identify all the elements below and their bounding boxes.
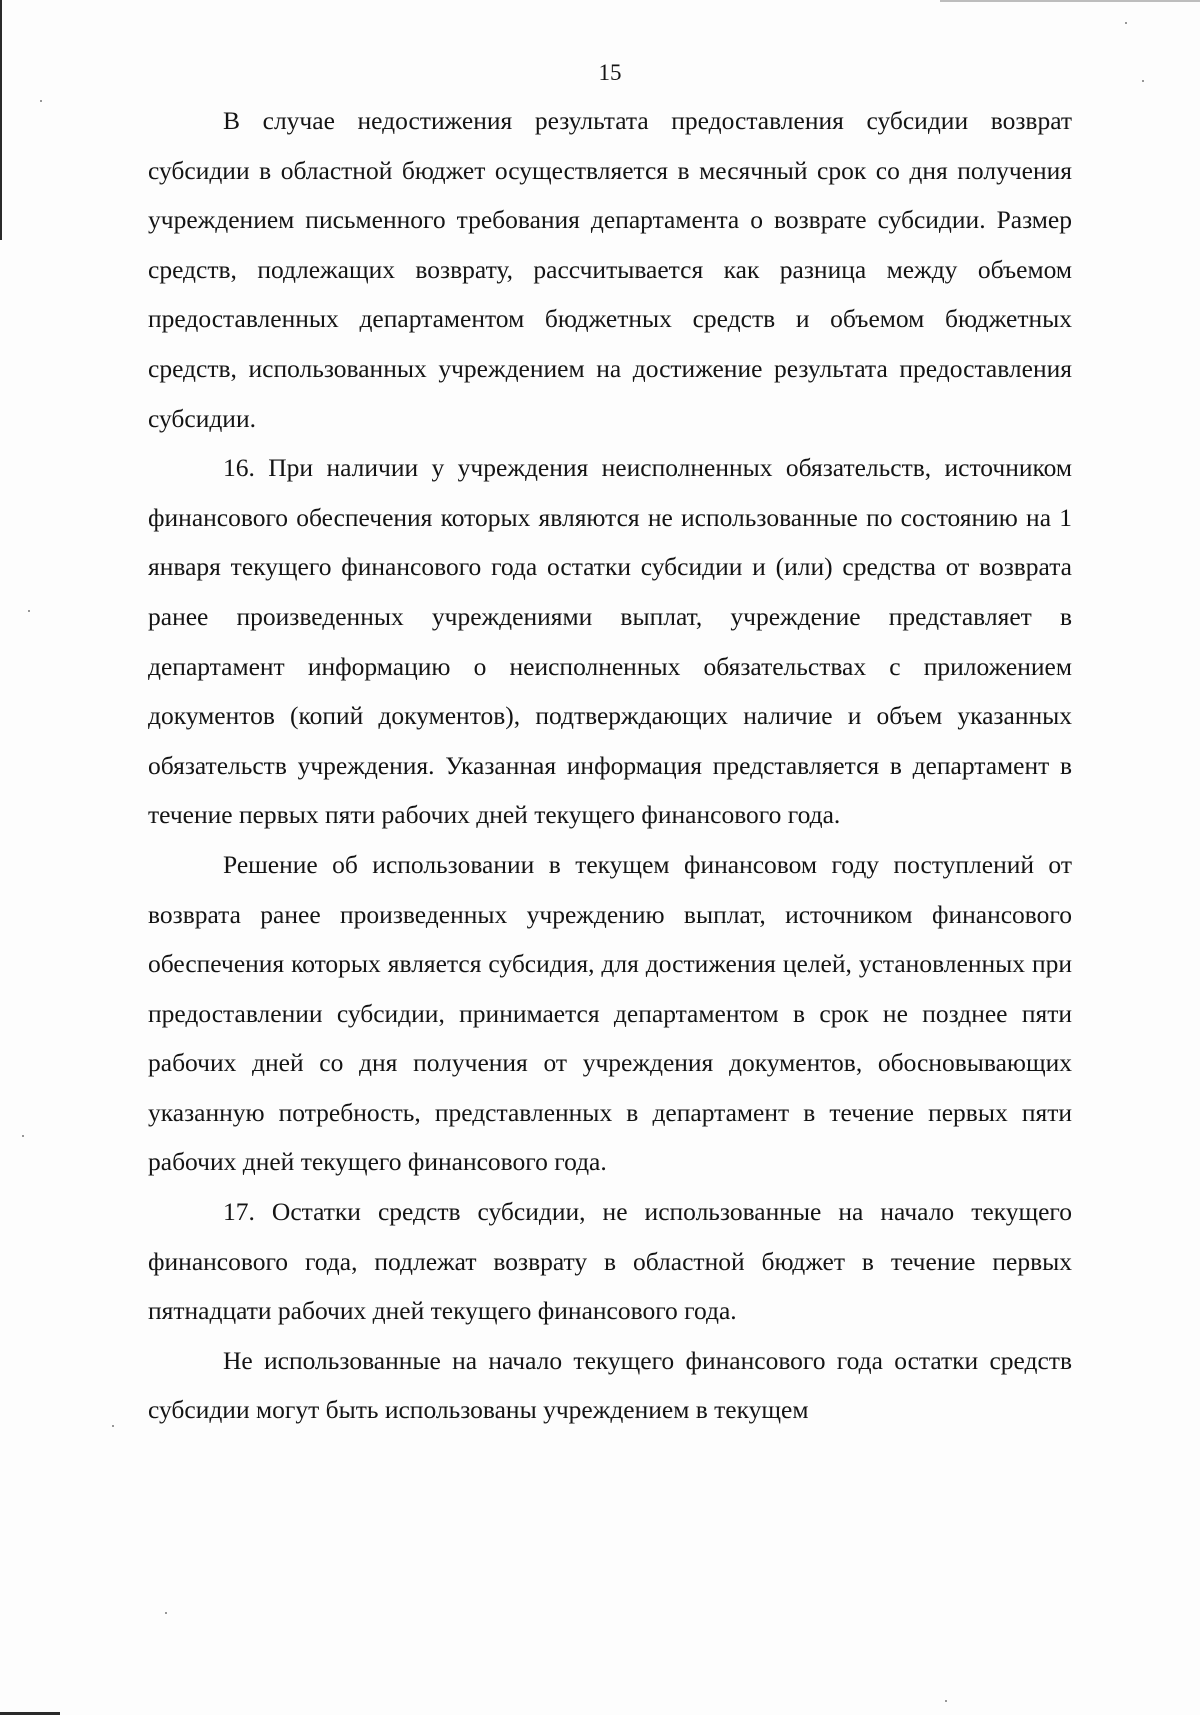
paragraph-16: 16. При наличии у учреждения неисполненных обязательств, источником финансового обеспечения которых являются не использованные по состоянию на 1 января текущего финансового года остатки субсидии и (или) средства от возврата ранее произведенных учреждениями выплат, учреждение представляет в департамент информацию о неисполненных обязательствах с приложением документов (копий документов), подтверждающих наличие и объем указанных обязательств учреждения. Указанная информация представляется в департамент в течение первых пяти рабочих дней текущего финансового года. [148,453,1072,830]
document-body [148,96,1072,1435]
scan-speck [165,1612,167,1614]
scan-speck [1125,22,1127,24]
scan-speck [40,100,42,102]
scan-speck [28,610,30,612]
paragraph-17: 17. Остатки средств субсидии, не использованные на начало текущего финансового года, подлежат возврату в областной бюджет в течение первых пятнадцати рабочих дней текущего финансового года. [148,1197,1072,1326]
scan-edge-left [0,0,2,240]
paragraph-unused-balances: Не использованные на начало текущего финансового года остатки средств субсидии могут быть использованы учреждением в текущем [148,1345,1072,1425]
paragraph-decision-on-use: Решение об использовании в текущем финансовом году поступлений от возврата ранее произведенных учреждению выплат, источником финансового обеспечения которых является субсидия, для достижения целей, установленных при предоставлении субсидии, принимается департаментом в срок не позднее пяти рабочих дней со дня получения от учреждения документов, обосновывающих указанную потребность, представленных в департамент в течение первых пяти рабочих дней текущего финансового года. [148,849,1072,1177]
scan-speck [945,1700,947,1702]
scan-edge-top [940,0,1200,2]
scan-speck [22,1135,24,1137]
page-number: 15 [598,60,622,85]
scan-speck [112,1425,114,1427]
paragraph-subsidy-return: В случае недостижения результата предоставления субсидии возврат субсидии в областной бюджет осуществляется в месячный срок со дня получения учреждением письменного требования департамента о возврате субсидии. Размер средств, подлежащих возврату, рассчитывается как разница между объемом предоставленных департаментом бюджетных средств и объемом бюджетных средств, использованных учреждением на достижение результата предоставления субсидии. [148,106,1072,433]
